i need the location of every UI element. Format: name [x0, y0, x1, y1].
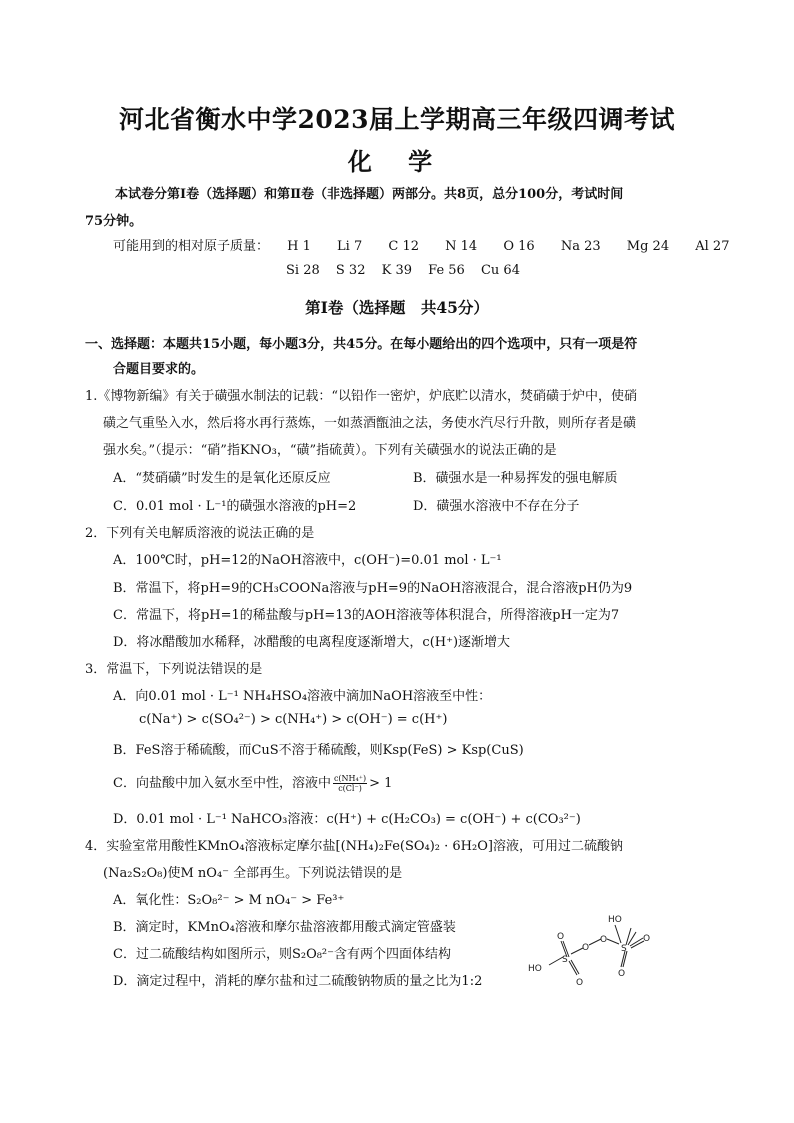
fraction-denominator: c(Cl⁻): [338, 784, 362, 793]
ho-label-bottom: HO: [528, 964, 542, 974]
sulfur-atom-right: S: [621, 944, 627, 954]
oxygen-atom: O: [582, 943, 590, 953]
atomic-mass-item: K 39: [381, 263, 413, 278]
q1-stem-line-3: 强水矣。”（提示：“硝”指KNO₃，“磺”指硫黄）。下列有关磺强水的说法正确的是: [103, 443, 557, 458]
q4-option-d: D．滴定过程中，消耗的摩尔盐和过二硫酸钠物质的量之比为1:2: [113, 974, 483, 989]
q2-option-b: B．常温下，将pH=9的CH₃COONa溶液与pH=9的NaOH溶液混合，混合溶液pH仍为9: [113, 581, 633, 596]
q3-option-c-text: C．向盐酸中加入氨水至中性，溶液中: [113, 776, 331, 791]
q3-option-a-relation: c(Na⁺) > c(SO₄²⁻) > c(NH₄⁺) > c(OH⁻) = c(H⁺): [139, 712, 448, 727]
q3-option-c-comparison: > 1: [369, 776, 393, 791]
atomic-mass-item: Si 28: [286, 263, 320, 278]
q1-option-d: D．磺强水溶液中不存在分子: [413, 499, 580, 514]
q2-stem: 2．下列有关电解质溶液的说法正确的是: [85, 526, 315, 541]
ho-label-top: HO: [608, 915, 622, 925]
atomic-mass-item: H 1: [287, 239, 311, 254]
atomic-mass-item: S 32: [335, 263, 366, 278]
oxygen-atom: O: [576, 978, 584, 987]
q1-option-a: A．“焚硝磺”时发生的是氧化还原反应: [113, 471, 331, 486]
q4-stem-line-1: 4．实验室常用酸性KMnO₄溶液标定摩尔盐[(NH₄)₂Fe(SO₄)₂ · 6H₂O]溶液，可用过二硫酸钠: [85, 839, 623, 854]
q4-option-c: C．过二硫酸结构如图所示，则S₂O₈²⁻含有两个四面体结构: [113, 947, 452, 962]
q3-option-c: [113, 772, 392, 793]
q4-stem-line-2: (Na₂S₂O₈)使M nO₄⁻ 全部再生。下列说法错误的是: [103, 866, 403, 881]
atomic-mass-item: Mg 24: [626, 239, 670, 254]
q3-option-b: B．FeS溶于稀硫酸，而CuS不溶于稀硫酸，则Ksp(FeS) > Ksp(CuS): [113, 743, 524, 758]
part-1-heading: 第Ⅰ卷（选择题 共45分）: [305, 298, 489, 317]
atomic-mass-label: 可能用到的相对原子质量：: [113, 239, 270, 254]
atomic-mass-row-1: [113, 235, 729, 254]
q1-stem-line-2: 磺之气重坠入水，然后将水再行蒸炼，一如蒸酒甑油之法，务使水汽尽行升散，则所存者是磺: [103, 416, 637, 431]
oxygen-atom: O: [557, 932, 565, 942]
intro-line-1: 本试卷分第Ⅰ卷（选择题）和第Ⅱ卷（非选择题）两部分。共8页，总分100分，考试时间: [115, 187, 624, 202]
sulfur-atom-left: S: [562, 955, 568, 965]
peroxydisulfuric-acid-structure: [525, 905, 675, 987]
intro-line-2: 75分钟。: [85, 214, 143, 229]
q2-option-a: A．100℃时，pH=12的NaOH溶液中，c(OH⁻)=0.01 mol · L⁻¹: [113, 553, 502, 568]
q1-stem-line-1: 1.《博物新编》有关于磺强水制法的记载：“以铅作一密炉，炉底贮以清水，焚硝磺于炉中，使硝: [85, 389, 638, 404]
atomic-mass-item: Fe 56: [428, 263, 465, 278]
atomic-mass-item: Al 27: [695, 239, 730, 254]
q3-option-a: A．向0.01 mol · L⁻¹ NH₄HSO₄溶液中滴加NaOH溶液至中性：: [113, 689, 492, 704]
subject-title: 化 学: [347, 147, 447, 176]
atomic-mass-row-2: [286, 263, 520, 278]
instructions-line-1: 一、选择题：本题共15小题，每小题3分，共45分。在每小题给出的四个选项中，只有一项是符: [85, 337, 638, 352]
q4-option-b: B．滴定时，KMnO₄溶液和摩尔盐溶液都用酸式滴定管盛装: [113, 920, 456, 935]
q1-option-c: C．0.01 mol · L⁻¹的磺强水溶液的pH=2: [113, 499, 357, 514]
atomic-mass-item: Cu 64: [480, 263, 520, 278]
oxygen-atom: O: [643, 934, 651, 944]
q2-option-d: D．将冰醋酸加水稀释，冰醋酸的电离程度逐渐增大，c(H⁺)逐渐增大: [113, 635, 511, 650]
q3-option-d: D．0.01 mol · L⁻¹ NaHCO₃溶液：c(H⁺) + c(H₂CO₃) = c(OH⁻) + c(CO₃²⁻): [113, 812, 581, 827]
atomic-mass-item: C 12: [388, 239, 420, 254]
oxygen-atom: O: [618, 969, 626, 979]
q1-option-b: B．磺强水是一种易挥发的强电解质: [413, 471, 618, 486]
instructions-line-2: 合题目要求的。: [113, 362, 205, 377]
exam-title: 河北省衡水中学2023届上学期高三年级四调考试: [118, 105, 676, 134]
atomic-mass-item: O 16: [503, 239, 535, 254]
atomic-mass-item: Na 23: [560, 239, 601, 254]
fraction-numerator: c(NH₄⁺): [333, 774, 367, 783]
q3-stem: 3．常温下，下列说法错误的是: [85, 662, 263, 677]
q2-option-c: C．常温下，将pH=1的稀盐酸与pH=13的AOH溶液等体积混合，所得溶液pH一定为7: [113, 608, 620, 623]
atomic-mass-item: Li 7: [337, 239, 363, 254]
q3-option-c-fraction: [333, 774, 367, 793]
atomic-mass-item: N 14: [445, 239, 478, 254]
oxygen-atom: O: [600, 935, 608, 945]
q4-option-a: A．氧化性：S₂O₈²⁻ > M nO₄⁻ > Fe³⁺: [113, 893, 345, 908]
